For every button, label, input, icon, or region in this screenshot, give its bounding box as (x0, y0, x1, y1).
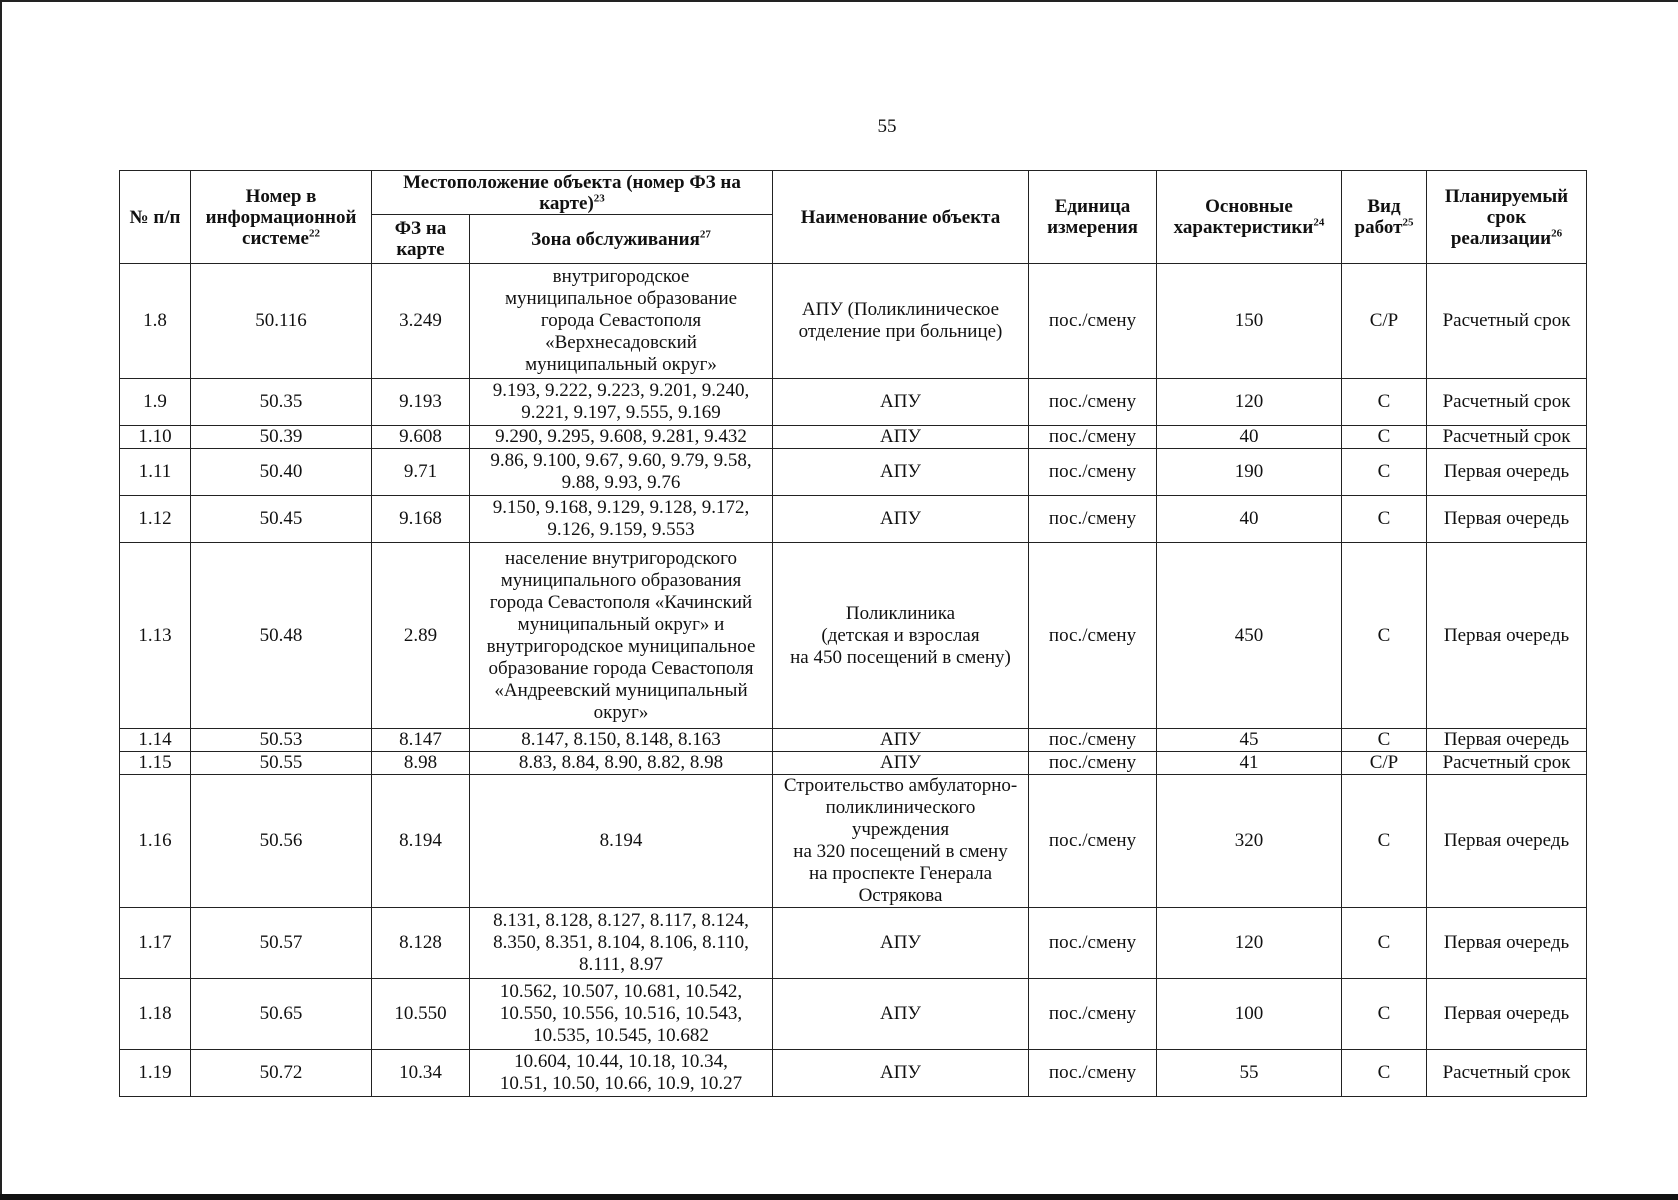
table-row (120, 979, 1587, 1050)
cell-info-number: 50.35 (191, 379, 372, 426)
cell-unit: пос./смену (1029, 908, 1157, 979)
cell-num: 1.18 (120, 979, 191, 1050)
cell-term: Расчетный срок (1427, 379, 1587, 426)
cell-characteristics: 190 (1157, 449, 1342, 496)
cell-num: 1.15 (120, 752, 191, 775)
cell-characteristics: 100 (1157, 979, 1342, 1050)
cell-unit: пос./смену (1029, 496, 1157, 543)
cell-unit: пос./смену (1029, 264, 1157, 379)
cell-info-number: 50.40 (191, 449, 372, 496)
cell-num: 1.9 (120, 379, 191, 426)
cell-work-type: С/Р (1342, 752, 1427, 775)
cell-zone: 10.604, 10.44, 10.18, 10.34, 10.51, 10.50, 10.66, 10.9, 10.27 (470, 1050, 773, 1097)
cell-term: Первая очередь (1427, 908, 1587, 979)
cell-term: Расчетный срок (1427, 426, 1587, 449)
cell-term: Первая очередь (1427, 979, 1587, 1050)
cell-term: Первая очередь (1427, 543, 1587, 729)
cell-term: Первая очередь (1427, 496, 1587, 543)
cell-work-type: С (1342, 729, 1427, 752)
cell-fz: 3.249 (372, 264, 470, 379)
table-row (120, 729, 1587, 752)
cell-zone: внутригородское муниципальное образование города Севастополя «Верхнесадовский муниципальный округ» (470, 264, 773, 379)
cell-name: АПУ (773, 496, 1029, 543)
cell-info-number: 50.57 (191, 908, 372, 979)
cell-zone: 9.150, 9.168, 9.129, 9.128, 9.172, 9.126, 9.159, 9.553 (470, 496, 773, 543)
table-row (120, 496, 1587, 543)
cell-num: 1.16 (120, 775, 191, 908)
cell-info-number: 50.72 (191, 1050, 372, 1097)
header-info-number: Номер в информационной системе$^{22}$ (191, 171, 372, 264)
cell-term: Первая очередь (1427, 729, 1587, 752)
cell-characteristics: 320 (1157, 775, 1342, 908)
cell-unit: пос./смену (1029, 979, 1157, 1050)
cell-name: Поликлиника (детская и взрослая на 450 посещений в смену) (773, 543, 1029, 729)
cell-unit: пос./смену (1029, 1050, 1157, 1097)
cell-name: АПУ (773, 752, 1029, 775)
table-body (120, 264, 1587, 1097)
cell-work-type: С (1342, 1050, 1427, 1097)
cell-num: 1.17 (120, 908, 191, 979)
cell-work-type: С (1342, 908, 1427, 979)
cell-info-number: 50.65 (191, 979, 372, 1050)
cell-characteristics: 450 (1157, 543, 1342, 729)
cell-name: АПУ (773, 908, 1029, 979)
cell-num: 1.12 (120, 496, 191, 543)
cell-info-number: 50.48 (191, 543, 372, 729)
cell-unit: пос./смену (1029, 379, 1157, 426)
cell-term: Расчетный срок (1427, 752, 1587, 775)
cell-info-number: 50.45 (191, 496, 372, 543)
cell-work-type: С (1342, 775, 1427, 908)
cell-fz: 8.194 (372, 775, 470, 908)
cell-fz: 10.550 (372, 979, 470, 1050)
cell-zone: население внутригородского муниципального образования города Севастополя «Качинский муниципальный округ» и внутригородское муниципальное образование города Севастополя «Андреевский муниципальный округ» (470, 543, 773, 729)
cell-characteristics: 40 (1157, 426, 1342, 449)
cell-name: АПУ (773, 426, 1029, 449)
cell-characteristics: 120 (1157, 379, 1342, 426)
cell-characteristics: 45 (1157, 729, 1342, 752)
cell-name: АПУ (Поликлиническое отделение при больнице) (773, 264, 1029, 379)
cell-info-number: 50.39 (191, 426, 372, 449)
cell-characteristics: 40 (1157, 496, 1342, 543)
header-work-type: Вид работ$^{25}$ (1342, 171, 1427, 264)
cell-name: АПУ (773, 379, 1029, 426)
table-row (120, 543, 1587, 729)
cell-characteristics: 150 (1157, 264, 1342, 379)
header-fz: ФЗ на карте (372, 215, 470, 264)
cell-name: АПУ (773, 979, 1029, 1050)
cell-num: 1.11 (120, 449, 191, 496)
cell-term: Расчетный срок (1427, 264, 1587, 379)
cell-characteristics: 120 (1157, 908, 1342, 979)
cell-info-number: 50.55 (191, 752, 372, 775)
cell-zone: 8.147, 8.150, 8.148, 8.163 (470, 729, 773, 752)
cell-fz: 9.193 (372, 379, 470, 426)
cell-fz: 9.168 (372, 496, 470, 543)
cell-characteristics: 55 (1157, 1050, 1342, 1097)
header-zone: Зона обслуживания$^{27}$ (470, 215, 773, 264)
cell-zone: 8.131, 8.128, 8.127, 8.117, 8.124, 8.350, 8.351, 8.104, 8.106, 8.110, 8.111, 8.97 (470, 908, 773, 979)
cell-work-type: С (1342, 426, 1427, 449)
cell-unit: пос./смену (1029, 775, 1157, 908)
table-row (120, 379, 1587, 426)
cell-unit: пос./смену (1029, 543, 1157, 729)
cell-term: Первая очередь (1427, 449, 1587, 496)
cell-characteristics: 41 (1157, 752, 1342, 775)
table-row (120, 908, 1587, 979)
cell-work-type: С (1342, 379, 1427, 426)
cell-fz: 9.71 (372, 449, 470, 496)
cell-name: Строительство амбулаторно- поликлинического учреждения на 320 посещений в смену на проспекте Генерала Острякова (773, 775, 1029, 908)
cell-name: АПУ (773, 729, 1029, 752)
header-location: Местоположение объекта (номер ФЗ на карте)$^{23}$ (372, 171, 773, 215)
cell-zone: 9.86, 9.100, 9.67, 9.60, 9.79, 9.58, 9.88, 9.93, 9.76 (470, 449, 773, 496)
cell-fz: 9.608 (372, 426, 470, 449)
cell-work-type: С (1342, 496, 1427, 543)
cell-info-number: 50.116 (191, 264, 372, 379)
cell-work-type: С (1342, 543, 1427, 729)
cell-fz: 8.128 (372, 908, 470, 979)
cell-work-type: С (1342, 449, 1427, 496)
cell-zone: 8.83, 8.84, 8.90, 8.82, 8.98 (470, 752, 773, 775)
cell-unit: пос./смену (1029, 449, 1157, 496)
cell-fz: 8.98 (372, 752, 470, 775)
header-term: Планируемый срок реализации$^{26}$ (1427, 171, 1587, 264)
cell-work-type: С/Р (1342, 264, 1427, 379)
header-num: № п/п (120, 171, 191, 264)
header-name: Наименование объекта (773, 171, 1029, 264)
table-row (120, 264, 1587, 379)
cell-num: 1.10 (120, 426, 191, 449)
page-edge-top (0, 0, 1678, 2)
table-row (120, 775, 1587, 908)
cell-name: АПУ (773, 1050, 1029, 1097)
cell-fz: 2.89 (372, 543, 470, 729)
table-row (120, 752, 1587, 775)
cell-num: 1.8 (120, 264, 191, 379)
page-edge-bottom (0, 1194, 1678, 1200)
cell-fz: 8.147 (372, 729, 470, 752)
cell-name: АПУ (773, 449, 1029, 496)
cell-term: Первая очередь (1427, 775, 1587, 908)
table-row (120, 1050, 1587, 1097)
cell-info-number: 50.56 (191, 775, 372, 908)
table-row (120, 449, 1587, 496)
page-edge-left (0, 0, 2, 1200)
cell-work-type: С (1342, 979, 1427, 1050)
cell-zone: 9.290, 9.295, 9.608, 9.281, 9.432 (470, 426, 773, 449)
cell-term: Расчетный срок (1427, 1050, 1587, 1097)
header-characteristics: Основные характеристики$^{24}$ (1157, 171, 1342, 264)
cell-unit: пос./смену (1029, 729, 1157, 752)
cell-num: 1.14 (120, 729, 191, 752)
cell-zone: 10.562, 10.507, 10.681, 10.542, 10.550, 10.556, 10.516, 10.543, 10.535, 10.545, 10.682 (470, 979, 773, 1050)
facilities-table (119, 170, 1587, 1097)
cell-num: 1.13 (120, 543, 191, 729)
cell-unit: пос./смену (1029, 426, 1157, 449)
cell-zone: 9.193, 9.222, 9.223, 9.201, 9.240, 9.221, 9.197, 9.555, 9.169 (470, 379, 773, 426)
cell-info-number: 50.53 (191, 729, 372, 752)
header-unit: Единица измерения (1029, 171, 1157, 264)
cell-num: 1.19 (120, 1050, 191, 1097)
table-row (120, 426, 1587, 449)
cell-fz: 10.34 (372, 1050, 470, 1097)
cell-unit: пос./смену (1029, 752, 1157, 775)
cell-zone: 8.194 (470, 775, 773, 908)
table-header (120, 171, 1587, 264)
page-number: 55 (877, 116, 897, 137)
